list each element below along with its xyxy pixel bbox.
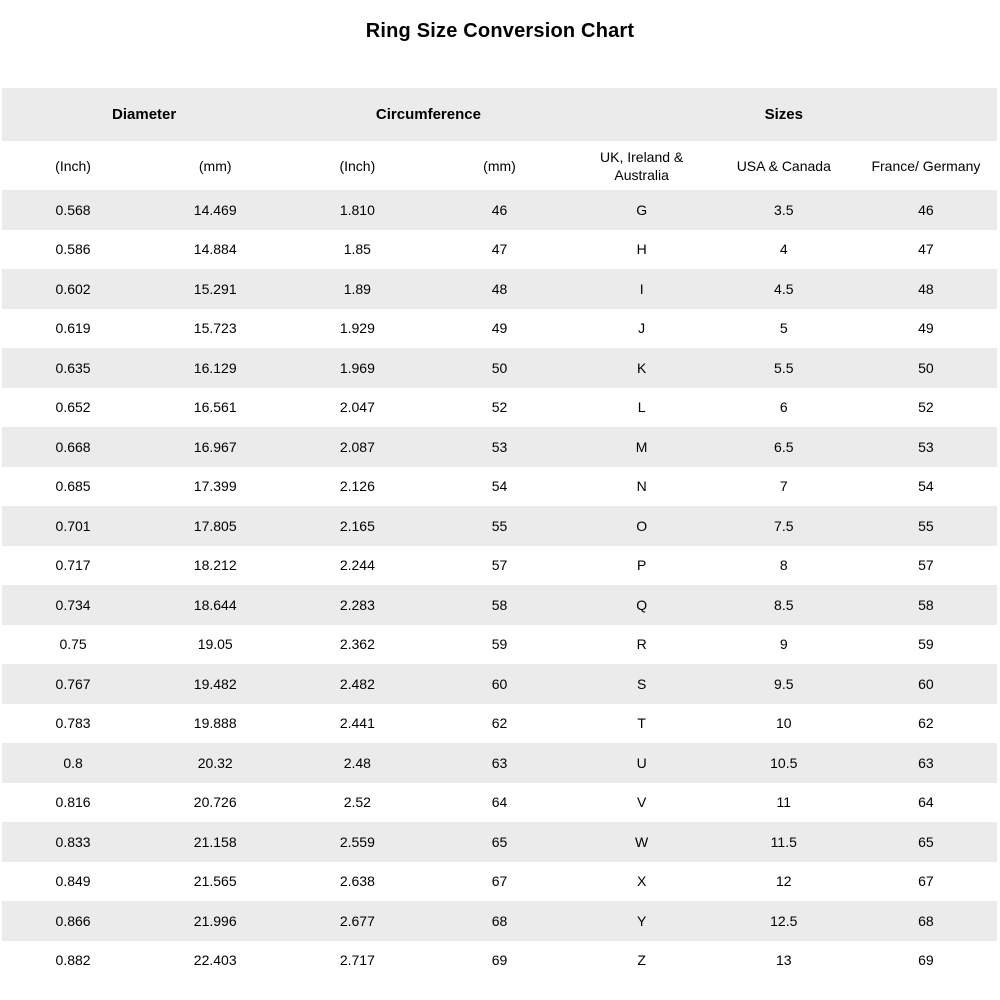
table-row bbox=[2, 230, 997, 270]
table-cell: 9.5 bbox=[774, 675, 794, 692]
table-row bbox=[2, 704, 997, 744]
table-row bbox=[2, 901, 997, 941]
table-cell: N bbox=[636, 478, 647, 495]
table-cell: 21.565 bbox=[193, 873, 237, 890]
table-row bbox=[2, 427, 997, 467]
column-header-0: (Inch) bbox=[55, 157, 91, 174]
table-cell: 5 bbox=[779, 320, 788, 337]
table-header bbox=[2, 88, 997, 190]
column-header-6: France/ Germany bbox=[871, 157, 981, 174]
table-cell: 7 bbox=[779, 478, 788, 495]
table-cell: 2.717 bbox=[339, 952, 375, 969]
table-row bbox=[2, 388, 997, 428]
table-cell: 13 bbox=[775, 952, 792, 969]
table-cell: Q bbox=[636, 596, 648, 613]
table-cell: 1.929 bbox=[339, 320, 375, 337]
table-cell: 64 bbox=[491, 794, 508, 811]
table-cell: 14.884 bbox=[193, 241, 237, 258]
table-cell: 55 bbox=[918, 517, 934, 534]
table-cell: M bbox=[635, 438, 648, 455]
table-cell: 16.129 bbox=[193, 359, 237, 376]
table-cell: 0.833 bbox=[55, 833, 91, 850]
table-cell: 62 bbox=[491, 715, 508, 732]
table-row bbox=[2, 546, 997, 586]
table-cell: 54 bbox=[918, 478, 934, 495]
table-cell: 0.685 bbox=[55, 478, 91, 495]
table-cell: 2.244 bbox=[339, 557, 375, 574]
table-cell: S bbox=[636, 675, 647, 692]
table-cell: 67 bbox=[491, 873, 508, 890]
table-cell: 53 bbox=[918, 438, 934, 455]
table-cell: 2.047 bbox=[339, 399, 375, 416]
table-row bbox=[2, 941, 997, 981]
table-cell: 46 bbox=[918, 201, 934, 218]
table-cell: 2.677 bbox=[339, 912, 375, 929]
table-cell: 14.469 bbox=[193, 201, 237, 218]
table-cell: V bbox=[636, 794, 647, 811]
group-header-circumference: Circumference bbox=[375, 106, 481, 123]
table-row bbox=[2, 822, 997, 862]
table-cell: 55 bbox=[491, 517, 508, 534]
table-body bbox=[2, 190, 997, 980]
table-cell: 59 bbox=[918, 636, 934, 653]
table-cell: 68 bbox=[918, 912, 934, 929]
column-header-5: USA & Canada bbox=[736, 157, 831, 174]
table-cell: 52 bbox=[491, 399, 508, 416]
table-cell: I bbox=[639, 280, 644, 297]
table-row bbox=[2, 743, 997, 783]
table-cell: 0.717 bbox=[55, 557, 91, 574]
table-cell: 5.5 bbox=[774, 359, 794, 376]
table-row bbox=[2, 664, 997, 704]
table-cell: 65 bbox=[918, 833, 934, 850]
table-cell: O bbox=[636, 517, 648, 534]
table-cell: 8 bbox=[779, 557, 788, 574]
table-cell: 17.399 bbox=[193, 478, 237, 495]
table-cell: Y bbox=[636, 912, 647, 929]
table-cell: 2.48 bbox=[343, 754, 371, 771]
table-cell: 3.5 bbox=[774, 201, 794, 218]
group-header-row bbox=[2, 88, 997, 141]
table-cell: 69 bbox=[491, 952, 508, 969]
table-cell: 9 bbox=[779, 636, 788, 653]
table-cell: 0.619 bbox=[55, 320, 91, 337]
column-header-4: UK, Ireland & Australia bbox=[600, 148, 684, 183]
table-cell: 10.5 bbox=[770, 754, 798, 771]
table-cell: H bbox=[636, 241, 647, 258]
table-row bbox=[2, 783, 997, 823]
table-cell: 50 bbox=[918, 359, 934, 376]
table-cell: 64 bbox=[918, 794, 934, 811]
table-cell: 53 bbox=[491, 438, 508, 455]
table-cell: 47 bbox=[491, 241, 508, 258]
table-cell: X bbox=[636, 873, 647, 890]
table-cell: 16.967 bbox=[193, 438, 237, 455]
table-row bbox=[2, 625, 997, 665]
column-header-1: (mm) bbox=[198, 157, 232, 174]
table-cell: 2.126 bbox=[339, 478, 375, 495]
table-row bbox=[2, 348, 997, 388]
table-cell: 2.441 bbox=[339, 715, 375, 732]
table-cell: 21.158 bbox=[193, 833, 237, 850]
column-header-2: (Inch) bbox=[339, 157, 376, 174]
table-cell: 0.8 bbox=[63, 754, 83, 771]
table-cell: J bbox=[638, 320, 646, 337]
table-cell: 2.559 bbox=[339, 833, 375, 850]
table-cell: 19.05 bbox=[197, 636, 233, 653]
table-cell: 0.849 bbox=[55, 873, 91, 890]
table-cell: 18.644 bbox=[193, 596, 237, 613]
table-cell: U bbox=[636, 754, 647, 771]
table-cell: 18.212 bbox=[193, 557, 237, 574]
table-cell: 0.882 bbox=[55, 952, 91, 969]
table-cell: 2.52 bbox=[343, 794, 371, 811]
table-cell: 0.652 bbox=[55, 399, 91, 416]
ring-size-conversion-table bbox=[2, 88, 997, 980]
table-row bbox=[2, 309, 997, 349]
table-cell: 7.5 bbox=[774, 517, 794, 534]
table-cell: 0.767 bbox=[55, 675, 91, 692]
table-cell: W bbox=[635, 833, 649, 850]
table-cell: 58 bbox=[918, 596, 934, 613]
table-cell: 6.5 bbox=[774, 438, 794, 455]
table-cell: 63 bbox=[918, 754, 934, 771]
table-cell: 60 bbox=[491, 675, 508, 692]
column-header-3: (mm) bbox=[483, 157, 516, 174]
table-cell: 0.568 bbox=[55, 201, 91, 218]
table-cell: P bbox=[636, 557, 647, 574]
table-row bbox=[2, 862, 997, 902]
table-cell: 1.810 bbox=[339, 201, 375, 218]
table-cell: 8.5 bbox=[774, 596, 794, 613]
table-row bbox=[2, 467, 997, 507]
table-cell: T bbox=[637, 715, 646, 732]
table-cell: 19.482 bbox=[193, 675, 237, 692]
table-cell: 11 bbox=[776, 794, 792, 811]
table-cell: 48 bbox=[918, 280, 934, 297]
table-cell: 15.291 bbox=[193, 280, 237, 297]
column-header-row bbox=[2, 141, 997, 190]
table-row bbox=[2, 269, 997, 309]
table-cell: 59 bbox=[491, 636, 508, 653]
table-cell: 0.668 bbox=[55, 438, 91, 455]
table-cell: 2.482 bbox=[339, 675, 375, 692]
table-cell: L bbox=[637, 399, 646, 416]
table-cell: 1.85 bbox=[343, 241, 371, 258]
table-cell: 4.5 bbox=[774, 280, 794, 297]
table-cell: 20.32 bbox=[197, 754, 233, 771]
table-cell: 57 bbox=[918, 557, 934, 574]
table-cell: Z bbox=[637, 952, 646, 969]
table-cell: 47 bbox=[918, 241, 934, 258]
table-row bbox=[2, 585, 997, 625]
table-cell: 16.561 bbox=[193, 399, 237, 416]
table-cell: 20.726 bbox=[193, 794, 237, 811]
table-cell: 0.75 bbox=[59, 636, 87, 653]
table-cell: 2.362 bbox=[339, 636, 375, 653]
table-cell: 0.701 bbox=[55, 517, 91, 534]
table-cell: 10 bbox=[775, 715, 792, 732]
table-cell: K bbox=[636, 359, 647, 376]
table-row bbox=[2, 506, 997, 546]
table-cell: 2.638 bbox=[339, 873, 375, 890]
table-cell: 6 bbox=[779, 399, 788, 416]
table-cell: 63 bbox=[491, 754, 508, 771]
table-cell: R bbox=[636, 636, 647, 653]
table-cell: 11.5 bbox=[770, 833, 797, 850]
table-cell: 46 bbox=[491, 201, 508, 218]
table-cell: 57 bbox=[491, 557, 508, 574]
table-cell: 12 bbox=[775, 873, 792, 890]
table-cell: 0.783 bbox=[55, 715, 91, 732]
table-row bbox=[2, 190, 997, 230]
table-cell: 69 bbox=[918, 952, 934, 969]
table-cell: 4 bbox=[779, 241, 788, 258]
table-cell: 50 bbox=[491, 359, 508, 376]
table-cell: 2.283 bbox=[339, 596, 375, 613]
table-cell: 49 bbox=[918, 320, 934, 337]
table-cell: 1.89 bbox=[343, 280, 371, 297]
table-cell: 1.969 bbox=[339, 359, 375, 376]
table-cell: 48 bbox=[491, 280, 508, 297]
table-cell: 52 bbox=[918, 399, 934, 416]
table-cell: 0.734 bbox=[55, 596, 91, 613]
page-title: Ring Size Conversion Chart bbox=[365, 20, 635, 42]
group-header-sizes: Sizes bbox=[764, 106, 803, 123]
table-cell: 0.586 bbox=[55, 241, 91, 258]
table-cell: 67 bbox=[918, 873, 934, 890]
table-cell: 60 bbox=[918, 675, 934, 692]
table-cell: G bbox=[636, 201, 648, 218]
table-cell: 49 bbox=[491, 320, 508, 337]
table-cell: 22.403 bbox=[193, 952, 237, 969]
table-cell: 12.5 bbox=[770, 912, 798, 929]
table-cell: 19.888 bbox=[193, 715, 237, 732]
table-cell: 2.087 bbox=[339, 438, 375, 455]
table-cell: 0.635 bbox=[55, 359, 91, 376]
table-cell: 0.866 bbox=[55, 912, 91, 929]
table-cell: 0.816 bbox=[55, 794, 91, 811]
group-header-diameter: Diameter bbox=[112, 106, 177, 123]
table-cell: 2.165 bbox=[339, 517, 375, 534]
table-cell: 15.723 bbox=[193, 320, 237, 337]
table-cell: 62 bbox=[918, 715, 934, 732]
table-cell: 0.602 bbox=[55, 280, 91, 297]
table-cell: 65 bbox=[491, 833, 508, 850]
table-cell: 58 bbox=[491, 596, 508, 613]
table-cell: 21.996 bbox=[193, 912, 237, 929]
table-cell: 54 bbox=[491, 478, 508, 495]
table-cell: 17.805 bbox=[193, 517, 237, 534]
table-cell: 68 bbox=[491, 912, 508, 929]
